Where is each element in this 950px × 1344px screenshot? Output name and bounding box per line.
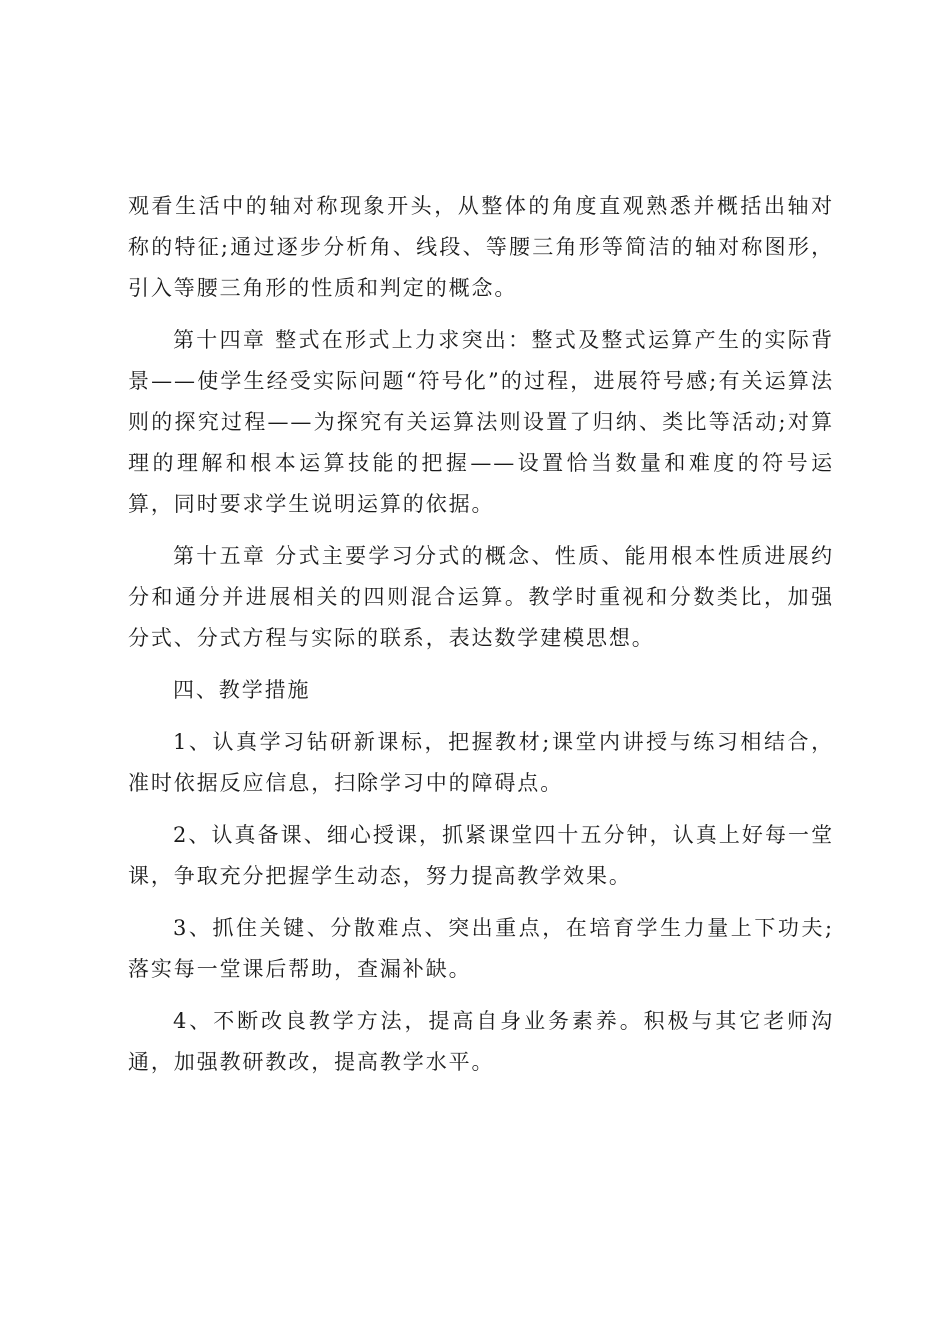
- paragraph-chapter-14: 第十四章 整式在形式上力求突出：整式及整式运算产生的实际背景——使学生经受实际问题“符号化”的过程，进展符号感;有关运算法则的探究过程——为探究有关运算法则设置了归纳、类比等活动;对算理的理解和根本运算技能的把握——设置恰当数量和难度的符号运算，同时要求学生说明运算的依据。: [128, 328, 834, 516]
- paragraph-axial-symmetry: 观看生活中的轴对称现象开头，从整体的角度直观熟悉并概括出轴对称的特征;通过逐步分析角、线段、等腰三角形等简洁的轴对称图形，引入等腰三角形的性质和判定的概念。: [128, 194, 834, 300]
- paragraph-measure-1: 1、认真学习钻研新课标，把握教材;课堂内讲授与练习相结合，准时依据反应信息，扫除学习中的障碍点。: [128, 730, 834, 795]
- paragraph-measure-3: 3、抓住关键、分散难点、突出重点，在培育学生力量上下功夫;落实每一堂课后帮助，查漏补缺。: [128, 916, 834, 981]
- section-heading-teaching-measures: 四、教学措施: [173, 678, 311, 702]
- document-body: [128, 186, 834, 1094]
- paragraph-measure-4: 4、不断改良教学方法，提高自身业务素养。积极与其它老师沟通，加强教研教改，提高教学水平。: [128, 1009, 834, 1074]
- paragraph-chapter-15: 第十五章 分式主要学习分式的概念、性质、能用根本性质进展约分和通分并进展相关的四则混合运算。教学时重视和分数类比，加强分式、分式方程与实际的联系，表达数学建模思想。: [128, 544, 834, 650]
- paragraph-measure-2: 2、认真备课、细心授课，抓紧课堂四十五分钟，认真上好每一堂课，争取充分把握学生动态，努力提高教学效果。: [128, 823, 834, 888]
